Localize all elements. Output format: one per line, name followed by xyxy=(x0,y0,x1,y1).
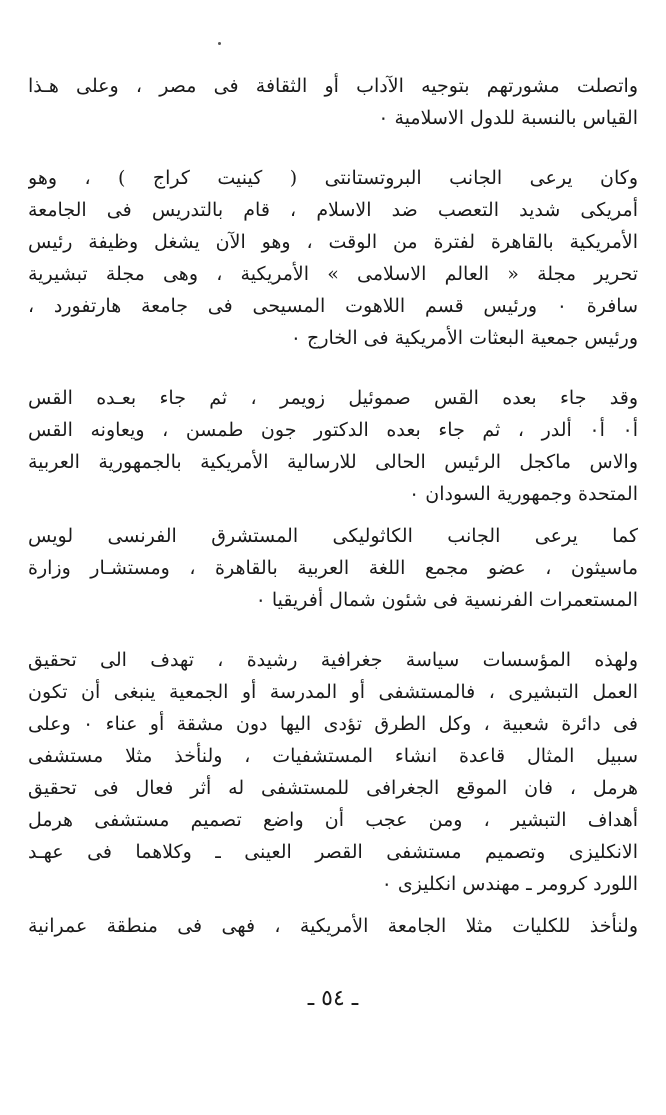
text-line: المستعمرات الفرنسية فى شئون شمال أفريقيا ٠ xyxy=(255,589,638,611)
text-line: والاس ماكجل الرئيس الحالى للارسالية الأمريكية بالجمهورية العربية xyxy=(28,451,638,473)
text-line: فى دائرة شعبية ، وكل الطرق تؤدى اليها دون مشقة أو عناء ٠ وعلى xyxy=(28,713,638,735)
text-line: الانكليزى وتصميم مستشفى القصر العينى ـ وكلاهما فى عهـد xyxy=(28,841,638,863)
print-speck xyxy=(218,42,221,45)
text-line: الأمريكية بالقاهرة لفترة من الوقت ، وهو الآن يشغل وظيفة رئيس xyxy=(28,231,638,253)
page-number: ـ ٥٤ ـ xyxy=(307,986,359,1011)
text-line: سبيل المثال قاعدة انشاء المستشفيات ، ولنأخذ مثلا مستشفى xyxy=(28,745,638,767)
text-line: ولهذه المؤسسات سياسة جغرافية رشيدة ، تهدف الى تحقيق xyxy=(28,649,638,671)
text-line: هرمل ، فان الموقع الجغرافى للمستشفى له أثر فعال فى تحقيق xyxy=(28,777,638,799)
body-text xyxy=(28,70,638,942)
text-line: ولنأخذ للكليات مثلا الجامعة الأمريكية ، فهى فى منطقة عمرانية xyxy=(28,915,638,937)
text-line: القياس بالنسبة للدول الاسلامية ٠ xyxy=(378,107,638,129)
text-line: سافرة ٠ ورئيس قسم اللاهوت المسيحى فى جامعة هارتفورد ، xyxy=(28,295,638,317)
text-line: وكان يرعى الجانب البروتستانتى ( كينيت كراج ) ، وهو xyxy=(28,167,638,189)
text-line: المتحدة وجمهورية السودان ٠ xyxy=(409,483,638,505)
text-line: العمل التبشيرى ، فالمستشفى أو المدرسة أو الجمعية ينبغى أن تكون xyxy=(28,681,638,703)
paragraph-1 xyxy=(28,70,638,134)
text-line: تحرير مجلة « العالم الاسلامى » الأمريكية ، وهى مجلة تبشيرية xyxy=(28,263,638,285)
text-line: واتصلت مشورتهم بتوجيه الآداب أو الثقافة فى مصر ، وعلى هـذا xyxy=(28,75,638,97)
text-line: ورئيس جمعية البعثات الأمريكية فى الخارج ٠ xyxy=(290,327,638,349)
text-line: كما يرعى الجانب الكاثوليكى المستشرق الفرنسى لويس xyxy=(28,525,638,547)
text-line: أمريكى شديد التعصب ضد الاسلام ، قام بالتدريس فى الجامعة xyxy=(28,199,638,221)
paragraph-2 xyxy=(28,162,638,354)
paragraph-5 xyxy=(28,644,638,900)
paragraph-6 xyxy=(28,910,638,942)
paragraph-4 xyxy=(28,520,638,616)
text-line: أهداف التبشير ، ومن عجب أن واضع تصميم مستشفى هرمل xyxy=(28,809,638,831)
text-line: أ٠ أ٠ ألدر ، ثم جاء بعده الدكتور جون طمسن ، ويعاونه القس xyxy=(28,419,638,441)
text-line: وقد جاء بعده القس صموئيل زويمر ، ثم جاء بعـده القس xyxy=(28,387,638,409)
paragraph-3 xyxy=(28,382,638,510)
text-line: ماسيثون ، عضو مجمع اللغة العربية بالقاهرة ، ومستشـار وزارة xyxy=(28,557,638,579)
text-line: اللورد كرومر ـ مهندس انكليزى ٠ xyxy=(381,873,638,895)
